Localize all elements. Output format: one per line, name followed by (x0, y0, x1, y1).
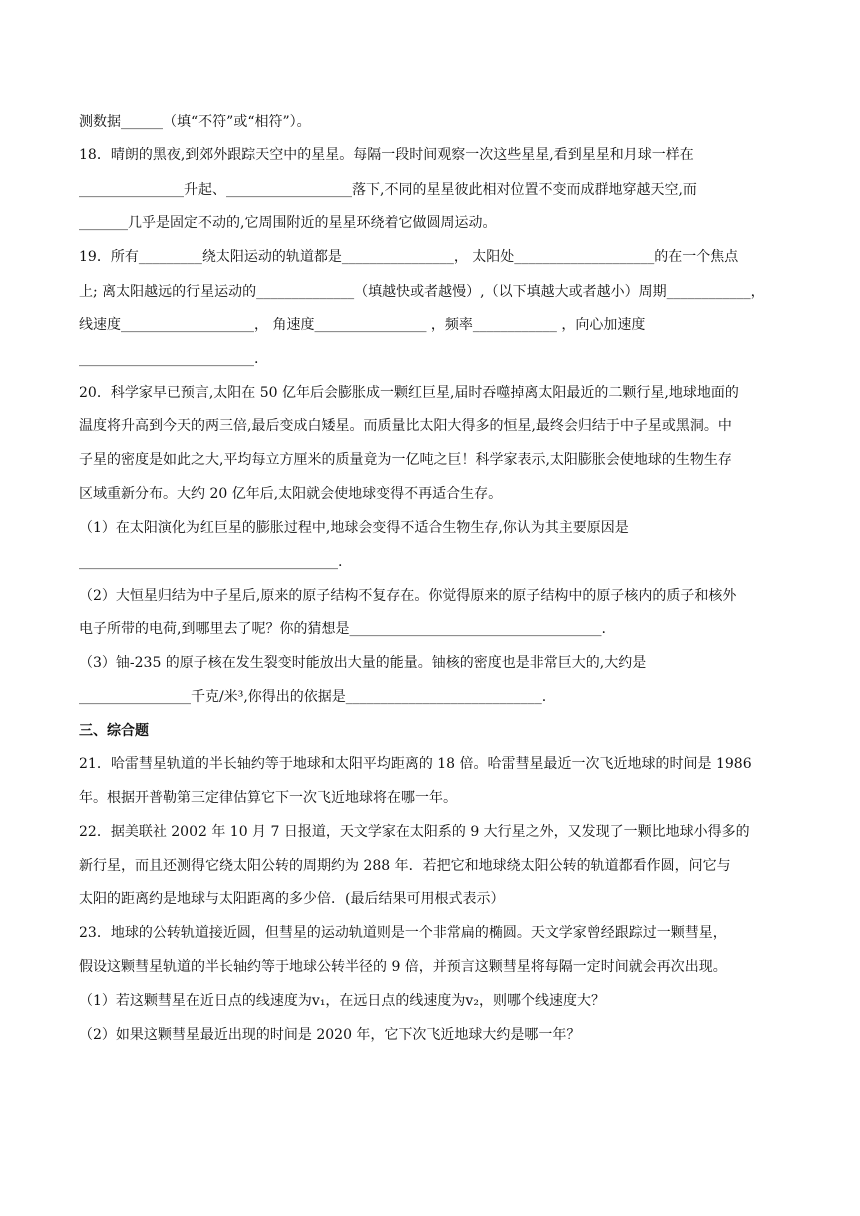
text-line-q18: 18．晴朗的黑夜,到郊外跟踪天空中的星星。每隔一段时间观察一次这些星星,看到星星和月球一样在 (79, 147, 694, 163)
section-title-comprehensive: 三、综合题 (79, 723, 149, 739)
text-line-q20-p3: 子星的密度是如此之大,平均每立方厘米的质量竟为一亿吨之巨！科学家表示,太阳膨胀会使地球的生物生存 (79, 452, 732, 468)
text-line-q20-sub2: （2）大恒星归结为中子星后,原来的原子结构不复存在。你觉得原来的原子结构中的原子核内的质子和核外 (79, 588, 737, 604)
text-line-q19-end: _________________________. (79, 351, 259, 367)
text-line-q19: 19．所有_________绕太阳运动的轨道都是________________， 太阳处____________________的在一个焦点 (79, 249, 739, 265)
text-line-q20-sub1: （1）在太阳演化为红巨星的膨胀过程中,地球会变得不适合生物生存,你认为其主要原因是 (79, 520, 629, 536)
text-line-q21: 21．哈雷彗星轨道的半长轴约等于地球和太阳平均距离的 18 倍。哈雷彗星最近一次飞近地球的时间是 1986 (79, 756, 752, 772)
text-line-q20-p4: 区域重新分布。大约 20 亿年后,太阳就会使地球变得不再适合生存。 (79, 486, 503, 502)
text-line-q19-cont: 上; 离太阳越远的行星运动的______________（填越快或者越慢）,（以下填越大或者越小）周期____________， (79, 284, 765, 300)
text-line-q21-end: 年。根据开普勒第三定律估算它下一次飞近地球将在哪一年。 (79, 790, 457, 806)
text-line-q22-end: 太阳的距离约是地球与太阳距离的多少倍．(最后结果可用根式表示） (79, 891, 505, 907)
text-line-q22-p2: 新行星，而且还测得它绕太阳公转的周期约为 288 年．若把它和地球绕太阳公转的轨道都看作圆，问它与 (79, 858, 731, 874)
text-line-q17-end: 测数据______（填“不符”或“相符”）。 (79, 114, 311, 130)
text-line-q18-blanks: _______________升起、__________________落下,不同的星星彼此相对位置不变而成群地穿越天空,而 (79, 182, 697, 198)
text-line-q23-sub1: （1）若这颗彗星在近日点的线速度为v₁，在远日点的线速度为v₂，则哪个线速度大？ (79, 993, 605, 1009)
text-line-q20-sub3: （3）铀-235 的原子核在发生裂变时能放出大量的能量。铀核的密度也是非常巨大的,大约是 (79, 655, 647, 671)
text-line-q18-end: _______几乎是固定不动的,它周围附近的星星环绕着它做圆周运动。 (79, 215, 497, 231)
text-line-q23-sub2: （2）如果这颗彗星最近出现的时间是 2020 年，它下次飞近地球大约是哪一年？ (79, 1027, 581, 1043)
text-line-q19-blanks: 线速度___________________， 角速度________________ ，频率____________ ，向心加速度 (79, 317, 646, 333)
text-line-q20-p2: 温度将升高到今天的两三倍,最后变成白矮星。而质量比太阳大得多的恒星,最终会归结于中子星或黑洞。中 (79, 418, 732, 434)
text-line-q20-sub3-end: ________________千克/米³,你得出的依据是____________________________. (79, 689, 547, 705)
text-line-q22: 22．据美联社 2002 年 10 月 7 日报道，天文学家在太阳系的 9 大行星之外，又发现了一颗比地球小得多的 (79, 824, 750, 840)
text-line-q20-sub2-end: 电子所带的电荷,到哪里去了呢？你的猜想是____________________________________. (79, 621, 606, 637)
text-line-q23: 23．地球的公转轨道接近圆，但彗星的运动轨道则是一个非常扁的椭圆。天文学家曾经跟踪过一颗彗星， (79, 925, 727, 941)
text-line-q20-sub1-blank: _____________________________________. (79, 554, 343, 570)
text-line-q20: 20．科学家早已预言,太阳在 50 亿年后会膨胀成一颗红巨星,届时吞噬掉离太阳最近的二颗行星,地球地面的 (79, 385, 739, 401)
text-line-q23-p2: 假设这颗彗星轨道的半长轴约等于地球公转半径的 9 倍，并预言这颗彗星将每隔一定时间就会再次出现。 (79, 959, 727, 975)
